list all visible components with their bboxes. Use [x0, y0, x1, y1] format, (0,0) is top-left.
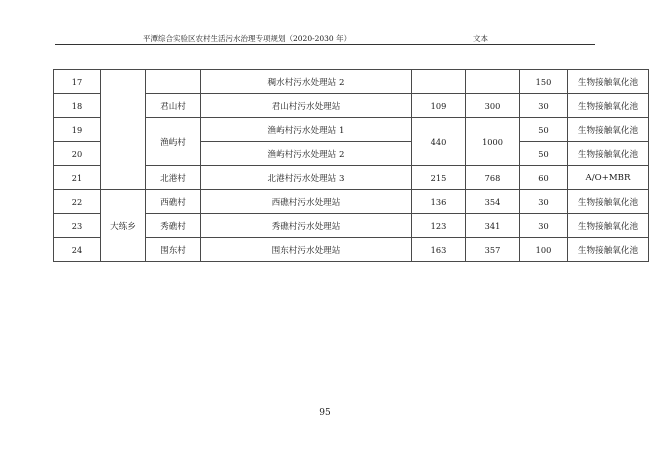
capacity-cell: 30: [520, 190, 568, 214]
capacity-cell: 100: [520, 238, 568, 262]
row-number: 17: [54, 70, 101, 94]
village-cell: 围东村: [146, 238, 201, 262]
row-number: 20: [54, 142, 101, 166]
process-cell: 生物接触氧化池: [568, 94, 649, 118]
row-number: 22: [54, 190, 101, 214]
station-cell: 西礁村污水处理站: [201, 190, 412, 214]
row-number: 24: [54, 238, 101, 262]
process-cell: 生物接触氧化池: [568, 70, 649, 94]
village-cell: 北港村: [146, 166, 201, 190]
process-cell: 生物接触氧化池: [568, 118, 649, 142]
value-cell: 1000: [466, 118, 520, 166]
page-number: 95: [319, 408, 331, 418]
station-cell: 围东村污水处理站: [201, 238, 412, 262]
value-cell: 357: [466, 238, 520, 262]
value-cell: 123: [412, 214, 466, 238]
value-cell: 768: [466, 166, 520, 190]
value-cell: 215: [412, 166, 466, 190]
station-cell: 北港村污水处理站 3: [201, 166, 412, 190]
capacity-cell: 50: [520, 118, 568, 142]
capacity-cell: 150: [520, 70, 568, 94]
station-cell: 渔屿村污水处理站 1: [201, 118, 412, 142]
table-row: [54, 190, 649, 214]
process-cell: A/O+MBR: [568, 166, 649, 190]
header-rule: [55, 44, 595, 45]
value-cell: 109: [412, 94, 466, 118]
row-number: 19: [54, 118, 101, 142]
row-number: 23: [54, 214, 101, 238]
station-cell: 渔屿村污水处理站 2: [201, 142, 412, 166]
township-cell: [101, 70, 146, 190]
village-cell: 秀礁村: [146, 214, 201, 238]
station-cell: 稠水村污水处理站 2: [201, 70, 412, 94]
value-cell: 300: [466, 94, 520, 118]
capacity-cell: 30: [520, 94, 568, 118]
table-row: [54, 70, 649, 94]
section-tag: 文本: [473, 34, 488, 43]
value-cell: [466, 70, 520, 94]
value-cell: 136: [412, 190, 466, 214]
station-cell: 秀礁村污水处理站: [201, 214, 412, 238]
value-cell: [412, 70, 466, 94]
process-cell: 生物接触氧化池: [568, 190, 649, 214]
row-number: 18: [54, 94, 101, 118]
value-cell: 341: [466, 214, 520, 238]
capacity-cell: 30: [520, 214, 568, 238]
township-cell: 大练乡: [101, 190, 146, 262]
value-cell: 440: [412, 118, 466, 166]
capacity-cell: 60: [520, 166, 568, 190]
station-cell: 君山村污水处理站: [201, 94, 412, 118]
village-cell: 渔屿村: [146, 118, 201, 166]
village-cell: 君山村: [146, 94, 201, 118]
row-number: 21: [54, 166, 101, 190]
document-title: 平潭综合实验区农村生活污水治理专项规划（2020-2030 年）: [143, 34, 352, 43]
process-cell: 生物接触氧化池: [568, 214, 649, 238]
village-cell: 西礁村: [146, 190, 201, 214]
value-cell: 354: [466, 190, 520, 214]
process-cell: 生物接触氧化池: [568, 142, 649, 166]
village-cell: [146, 70, 201, 94]
process-cell: 生物接触氧化池: [568, 238, 649, 262]
sewage-station-table: [53, 69, 649, 262]
capacity-cell: 50: [520, 142, 568, 166]
value-cell: 163: [412, 238, 466, 262]
